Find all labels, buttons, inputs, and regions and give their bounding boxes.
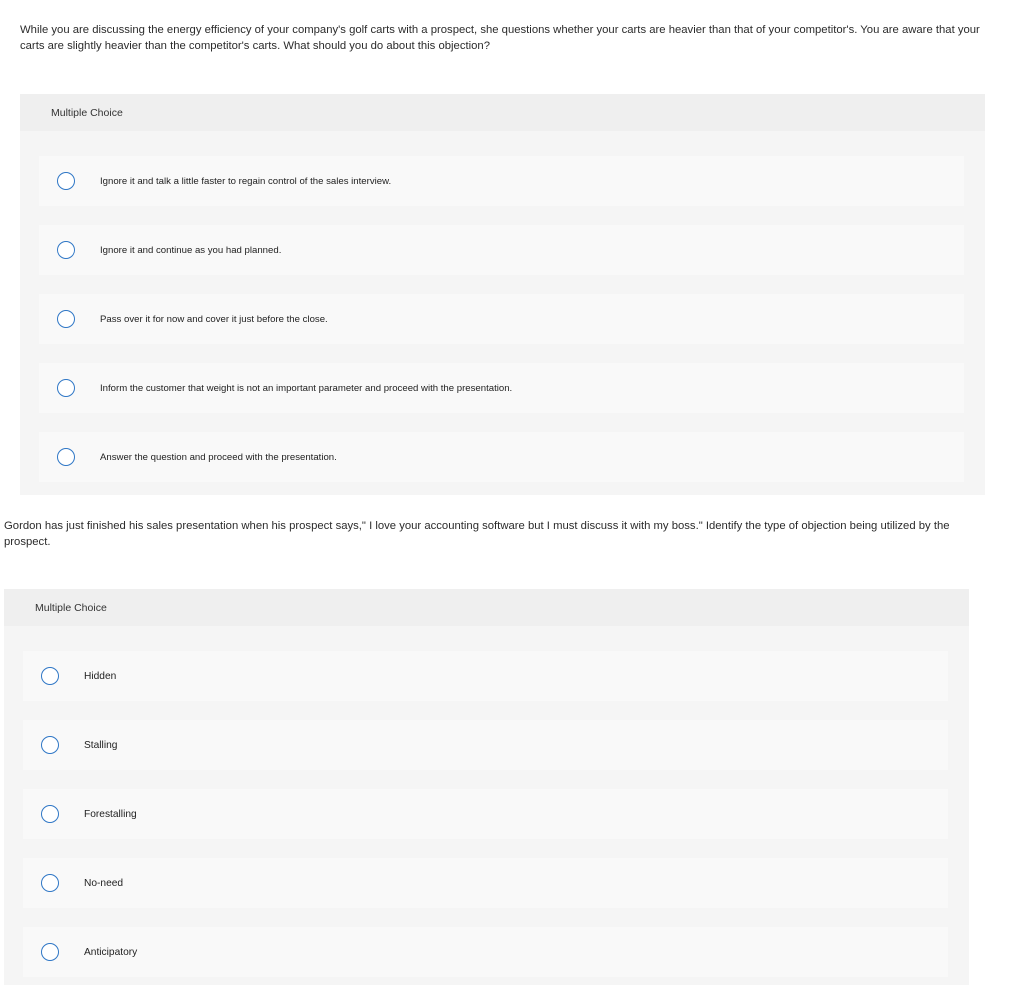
- question-2-prompt: Gordon has just finished his sales presentation when his prospect says," I love your accounting software but I must discuss it with my boss." Identify the type of objection being utilized by the prospect.: [4, 520, 950, 548]
- option-label: Answer the question and proceed with the presentation.: [100, 451, 337, 463]
- radio-button-icon[interactable]: [57, 448, 75, 466]
- option-label: Ignore it and talk a little faster to regain control of the sales interview.: [100, 175, 392, 187]
- question-1-option-b[interactable]: [39, 225, 964, 275]
- option-label: No-need: [84, 877, 124, 889]
- question-2-option-e[interactable]: [23, 927, 948, 977]
- question-2-type-header: [4, 589, 969, 626]
- question-1-type-header: [20, 94, 985, 131]
- option-label: Stalling: [84, 739, 118, 751]
- question-2-option-d[interactable]: [23, 858, 948, 908]
- option-label: Forestalling: [84, 808, 137, 820]
- question-1-option-d[interactable]: [39, 363, 964, 413]
- question-1-option-a[interactable]: [39, 156, 964, 206]
- radio-button-icon[interactable]: [41, 805, 59, 823]
- option-label: Ignore it and continue as you had planned.: [100, 244, 282, 256]
- radio-button-icon[interactable]: [41, 736, 59, 754]
- radio-button-icon[interactable]: [41, 943, 59, 961]
- question-type-label: Multiple Choice: [51, 106, 123, 119]
- radio-button-icon[interactable]: [57, 379, 75, 397]
- radio-button-icon[interactable]: [57, 310, 75, 328]
- question-type-label: Multiple Choice: [35, 601, 107, 614]
- option-label: Inform the customer that weight is not an important parameter and proceed with the presentation.: [100, 382, 513, 394]
- question-2-option-c[interactable]: [23, 789, 948, 839]
- question-2-option-b[interactable]: [23, 720, 948, 770]
- question-1-prompt: While you are discussing the energy efficiency of your company's golf carts with a prospect, she questions whether your carts are heavier than that of your competitor's. You are aware that your carts are slightly heavier than the competitor's carts. What should you do about this objection?: [20, 24, 980, 52]
- question-2-option-a[interactable]: [23, 651, 948, 701]
- radio-button-icon[interactable]: [41, 874, 59, 892]
- option-label: Hidden: [84, 670, 117, 682]
- question-1-choices: [20, 94, 985, 495]
- option-label: Pass over it for now and cover it just before the close.: [100, 313, 328, 325]
- question-2-choices: [4, 589, 969, 985]
- radio-button-icon[interactable]: [57, 172, 75, 190]
- question-1-option-c[interactable]: [39, 294, 964, 344]
- radio-button-icon[interactable]: [41, 667, 59, 685]
- option-label: Anticipatory: [84, 946, 138, 958]
- question-1-option-e[interactable]: [39, 432, 964, 482]
- radio-button-icon[interactable]: [57, 241, 75, 259]
